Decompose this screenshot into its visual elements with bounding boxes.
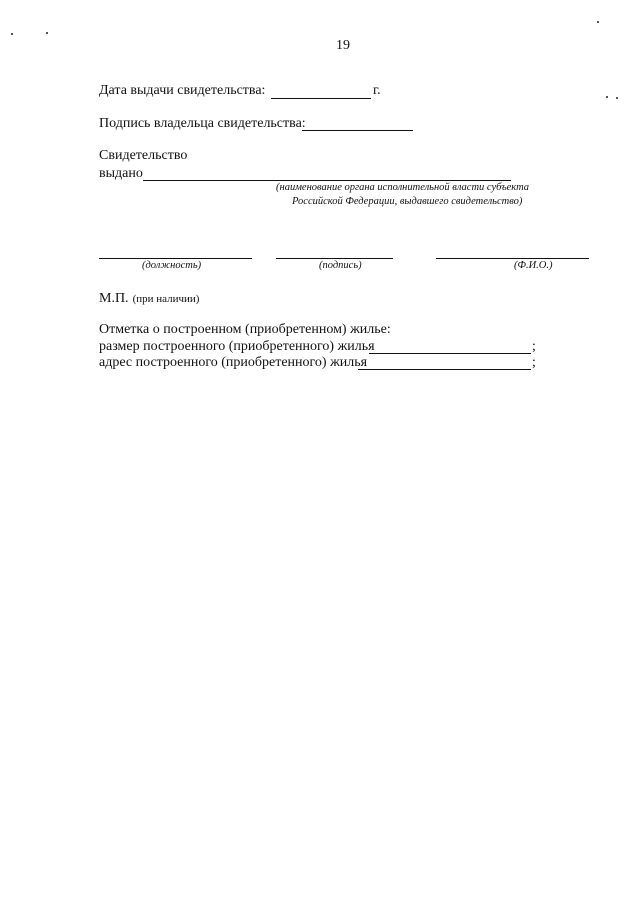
signature-caption: (подпись) [319,260,362,271]
page-number: 19 [336,38,350,53]
issue-date-label: Дата выдачи свидетельства: [99,83,266,98]
scan-mark [11,33,13,35]
issuing-authority-field[interactable] [143,180,511,181]
issue-date-suffix: г. [373,83,381,98]
issuing-authority-caption-2: Российской Федерации, выдавшего свидетельство) [292,196,523,207]
seal-note: (при наличии) [132,293,200,305]
full-name-caption: (Ф.И.О.) [514,260,553,271]
owner-signature-label: Подпись владельца свидетельства: [99,116,306,131]
scan-mark [46,32,48,34]
certificate-label: Свидетельство [99,148,188,163]
owner-signature-field[interactable] [302,130,413,131]
issue-date-field[interactable] [271,98,371,99]
scan-mark [597,21,599,23]
housing-address-label: адрес построенного (приобретенного) жилья [99,355,368,370]
housing-size-end: ; [532,339,536,354]
full-name-field[interactable] [436,258,589,259]
scan-mark [606,96,608,98]
housing-address-field[interactable] [358,369,531,370]
housing-mark-title: Отметка о построенном (приобретенном) жилье: [99,322,391,337]
seal-label: М.П. [99,291,129,306]
position-field[interactable] [99,258,252,259]
housing-size-field[interactable] [369,353,531,354]
signature-field[interactable] [276,258,393,259]
housing-size-label: размер построенного (приобретенного) жилья [99,339,375,354]
housing-address-end: ; [532,355,536,370]
issuing-authority-caption-1: (наименование органа исполнительной власти субъекта [276,182,530,193]
issued-label: выдано [99,166,143,181]
seal-line [99,289,199,307]
scan-mark [616,97,618,99]
position-caption: (должность) [142,260,202,271]
